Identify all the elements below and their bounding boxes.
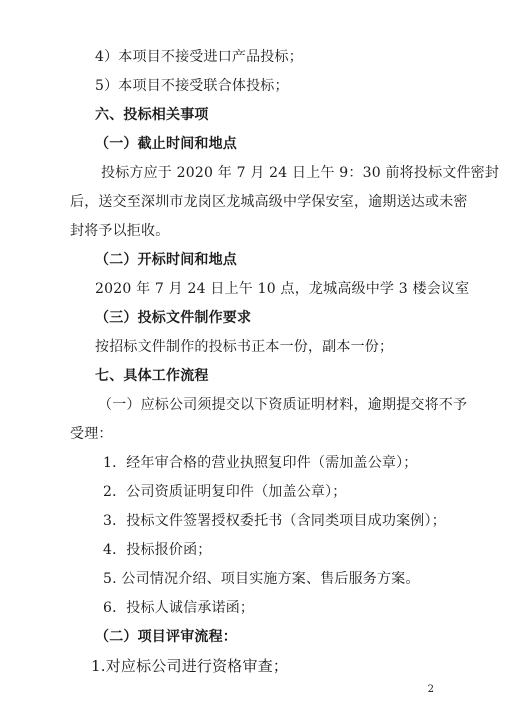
section-heading-workflow: 七、具体工作流程 (95, 368, 209, 384)
list-item-company-introduction: 5. 公司情况介绍、项目实施方案、售后服务方案。 (103, 571, 420, 587)
subheading-deadline-location: （一）截止时间和地点 (95, 136, 237, 152)
item-no-import-products: 4）本项目不接受进口产品投标； (95, 49, 303, 65)
subheading-review-process: （二）项目评审流程： (95, 629, 237, 645)
paragraph-qualification-line-2: 受理： (70, 426, 113, 442)
subheading-bid-document-requirements: （三）投标文件制作要求 (95, 310, 252, 326)
page-number: 2 (427, 684, 434, 695)
paragraph-qualification-line-1: （一）应标公司须提交以下资质证明材料，逾期提交将不予 (98, 397, 468, 413)
section-heading-bidding-matters: 六、投标相关事项 (95, 107, 209, 123)
paragraph-deadline-line-1: 投标方应于 2020 年 7 月 24 日上午 9：30 前将投标文件密封 (101, 165, 500, 181)
list-item-company-qualification: 2．公司资质证明复印件（加盖公章）； (103, 484, 347, 500)
paragraph-deadline-line-2: 后，送交至深圳市龙岗区龙城高级中学保安室，逾期送达或未密 (70, 194, 468, 210)
list-item-business-license: 1．经年审合格的营业执照复印件（需加盖公章）； (103, 455, 418, 471)
subheading-opening-time-location: （二）开标时间和地点 (95, 252, 237, 268)
paragraph-opening-details: 2020 年 7 月 24 日上午 10 点，龙城高级中学 3 楼会议室 (95, 281, 470, 297)
list-item-qualification-review: 1.对应标公司进行资格审查； (91, 657, 289, 675)
item-no-consortium: 5）本项目不接受联合体投标； (95, 78, 289, 94)
paragraph-deadline-line-3: 封将予以拒收。 (70, 223, 170, 239)
list-item-integrity-commitment: 6．投标人诚信承诺函； (103, 600, 255, 616)
list-item-authorization-letter: 3．投标文件签署授权委托书（含同类项目成功案例）； (103, 513, 446, 529)
paragraph-bid-copies: 按招标文件制作的投标书正本一份，副本一份； (95, 339, 394, 355)
list-item-bid-price-letter: 4．投标报价函； (103, 542, 212, 558)
